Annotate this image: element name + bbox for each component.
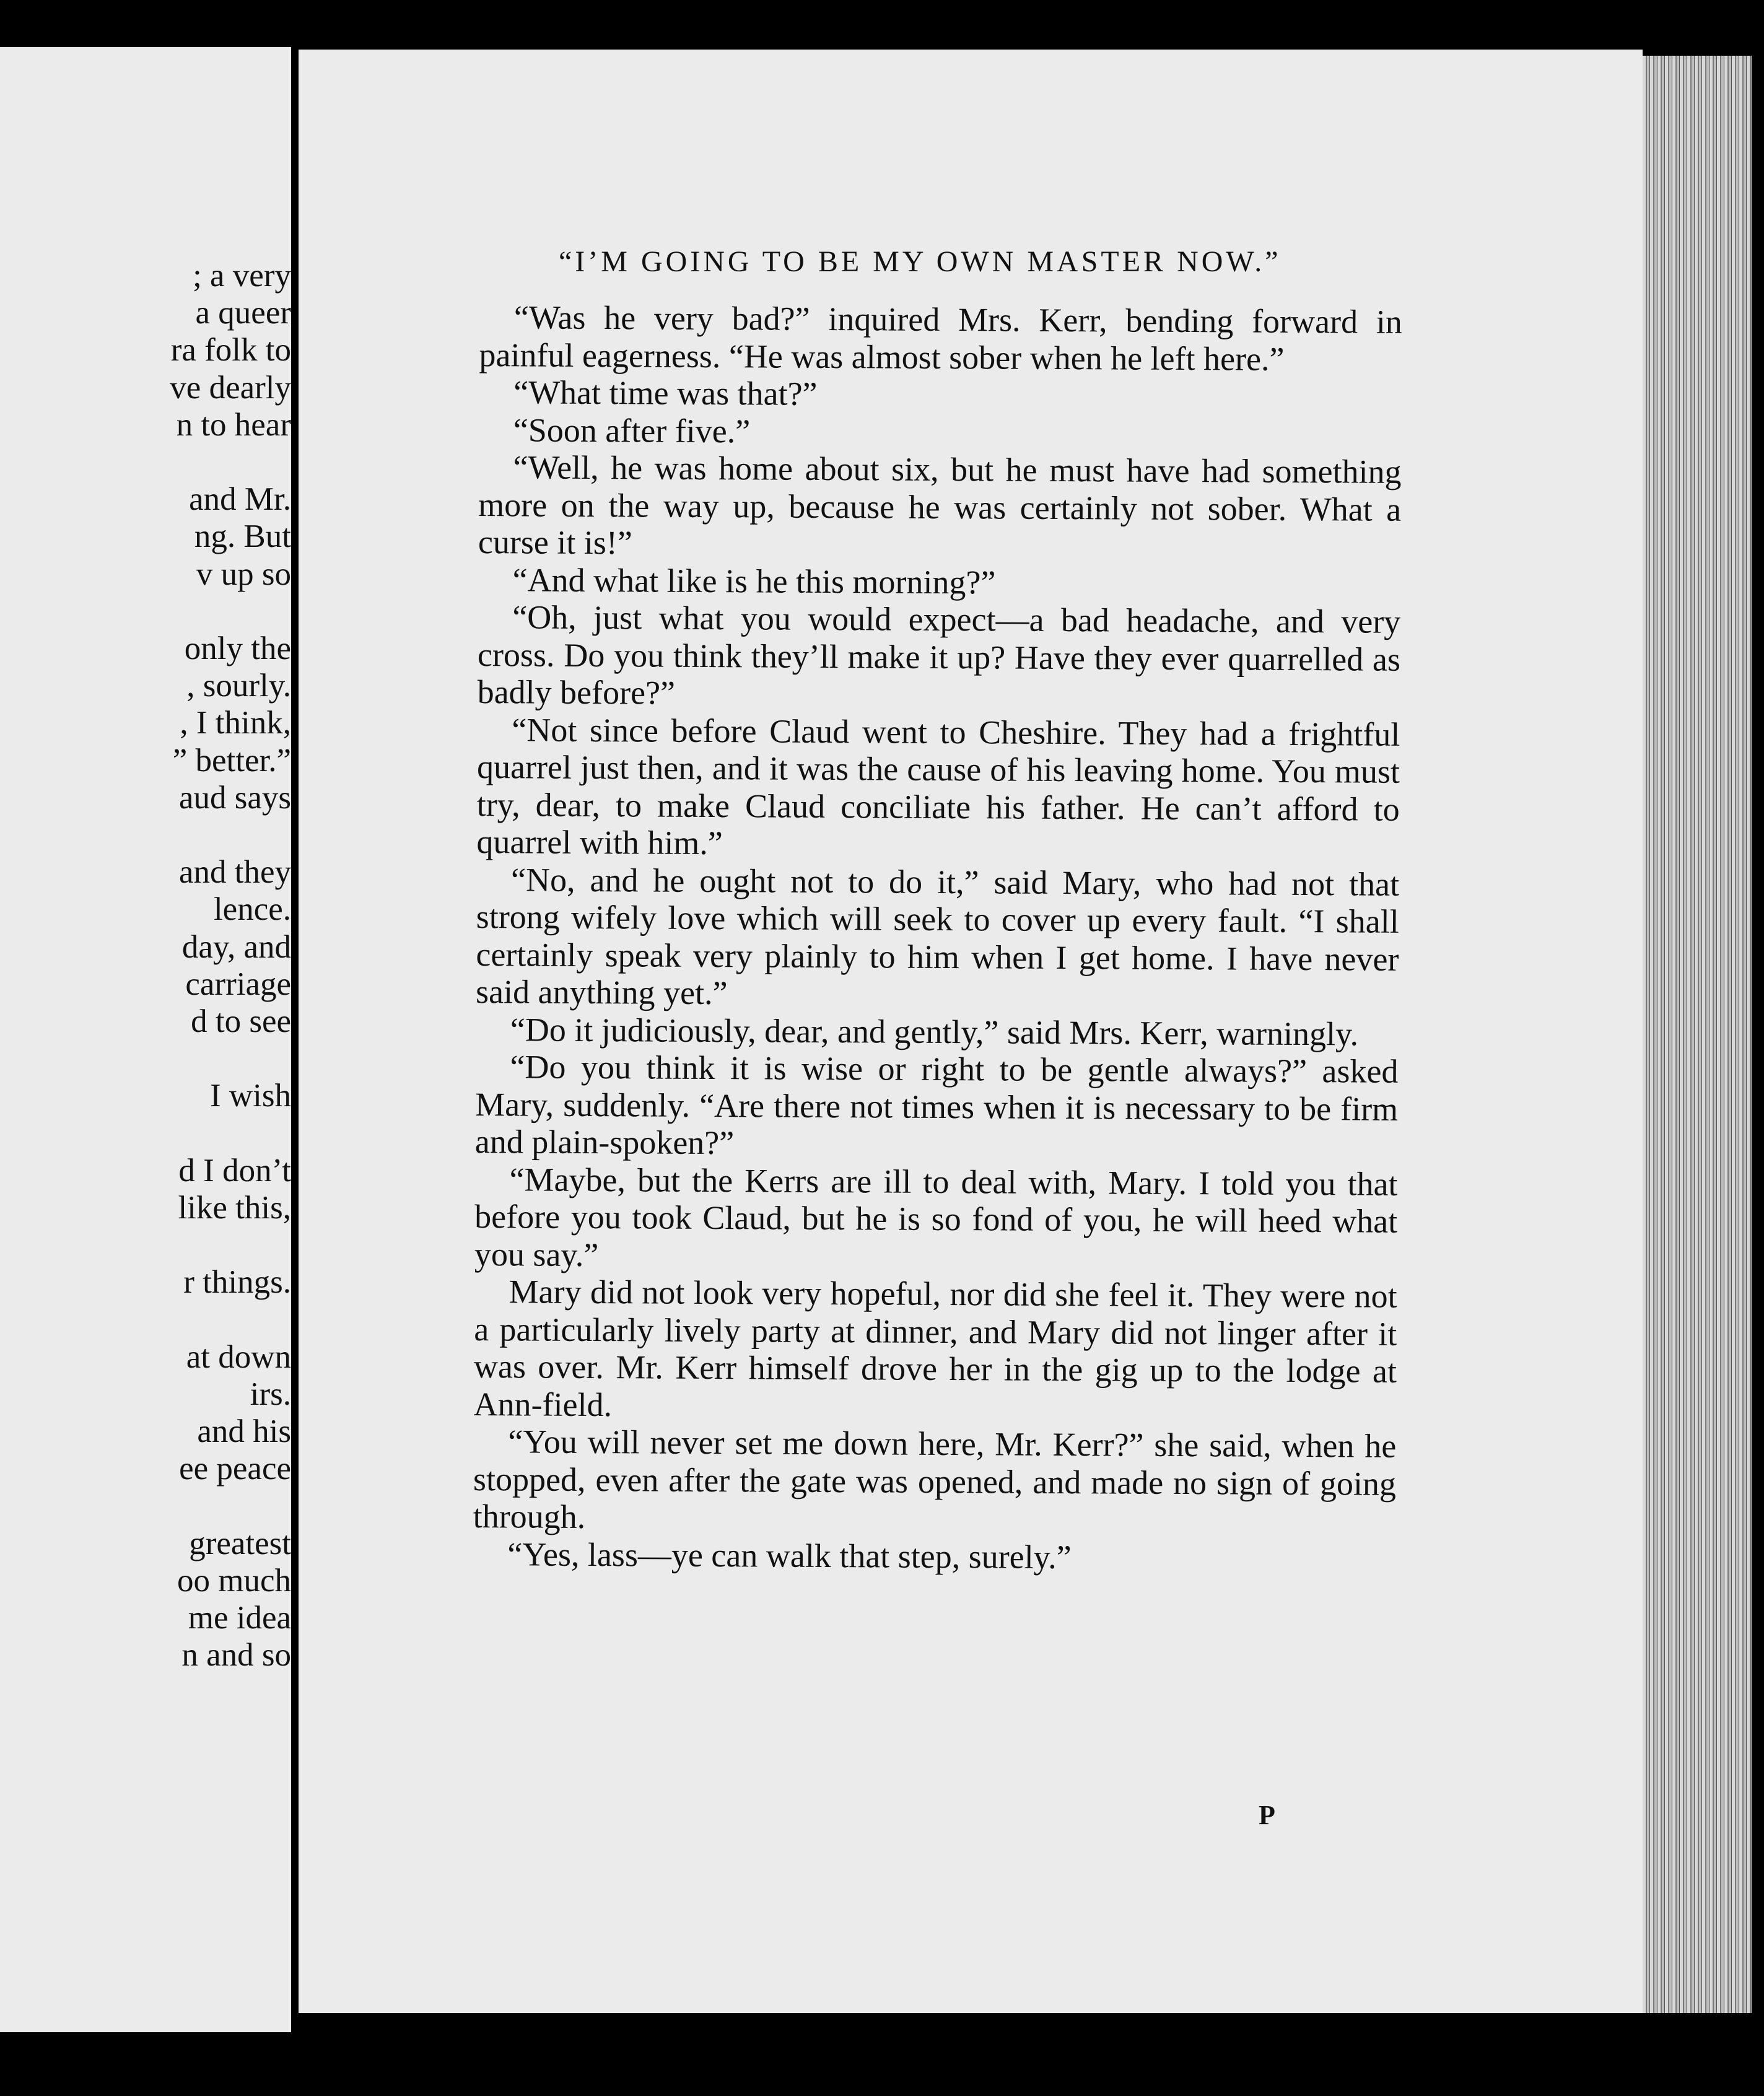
paragraph: “Do it judiciously, dear, and gently,” said Mrs. Kerr, warningly. [510, 1010, 1359, 1052]
facing-page-line: ee peace [179, 1451, 291, 1487]
facing-page-line: and his [197, 1413, 291, 1450]
paragraph: “Yes, lass—ye can walk that step, surely.” [507, 1535, 1072, 1576]
paragraph: “Soon after five.” [513, 411, 751, 450]
facing-page-line: v up so [196, 556, 291, 592]
paragraph: “And what like is he this morning?” [512, 561, 996, 601]
facing-page-line: r things. [183, 1264, 291, 1301]
facing-page-line: I wish [209, 1078, 291, 1114]
paragraph: “You will never set me down here, Mr. Kerr?” she said, when he stopped, even after the gate was opened, and made no sign of going through. [473, 1423, 1397, 1535]
facing-page-line: d to see [191, 1003, 291, 1039]
signature-mark: P [1259, 1800, 1275, 1830]
facing-page [0, 47, 291, 2032]
facing-page-line: aud says [178, 779, 291, 816]
paragraph: “Not since before Claud went to Cheshire. They had a frightful quarrel just then, and it was the cause of his leaving home. You must try, dear, to make Claud conciliate his father. He can’t afford to quarrel with him.” [476, 710, 1400, 862]
facing-page-line: d I don’t [178, 1152, 291, 1189]
paragraph: Mary did not look very hopeful, nor did she feel it. They were not a particularly lively party at dinner, and Mary did not linger after it was over. Mr. Kerr himself drove her in the gig up to the lodge at Ann-field. [473, 1273, 1397, 1423]
facing-page-line: and Mr. [189, 481, 291, 518]
facing-page-line: ve dearly [170, 369, 291, 406]
facing-page-line: lence. [213, 891, 291, 928]
facing-page-line: irs. [250, 1376, 291, 1412]
chapter-title: “I’M GOING TO BE MY OWN MASTER NOW.” [559, 245, 1282, 278]
book-page [299, 50, 1643, 2013]
paragraph: “Was he very bad?” inquired Mrs. Kerr, bending forward in painful eagerness. “He was almost sober when he left here.” [479, 299, 1402, 378]
facing-page-line: ” better.” [172, 742, 291, 779]
paragraph: “Maybe, but the Kerrs are ill to deal with, Mary. I told you that before you took Claud, but he is so fond of you, he will heed what you say.” [474, 1160, 1398, 1273]
facing-page-line: ra folk to [170, 332, 291, 369]
paragraph: “What time was that?” [513, 373, 818, 413]
facing-page-line: a queer [195, 295, 291, 331]
facing-page-line: ng. But [194, 518, 291, 555]
facing-page-line: oo much [177, 1563, 291, 1599]
facing-page-line: at down [186, 1338, 291, 1375]
facing-page-line: day, and [181, 928, 291, 965]
facing-page-line: n to hear [176, 406, 291, 443]
facing-page-line: ; a very [193, 258, 291, 294]
body-text [473, 299, 1402, 1578]
facing-page-line: , I think, [180, 705, 291, 741]
facing-page-line: like this, [178, 1190, 291, 1226]
facing-page-line: , sourly. [186, 668, 291, 704]
facing-page-line: n and so [181, 1637, 291, 1674]
paragraph: “Oh, just what you would expect—a bad headache, and very cross. Do you think they’ll make it up? Have they ever quarrelled as badly before?” [477, 598, 1401, 712]
facing-page-line: and they [178, 854, 291, 891]
paragraph: “No, and he ought not to do it,” said Mary, who had not that strong wifely love which will seek to cover up every fault. “I shall certainly speak very plainly to him when I get home. I have never said anything yet.” [475, 860, 1400, 1012]
paragraph: “Well, he was home about six, but he must have had something more on the way up, because he was certainly not sober. What a curse it is!” [478, 448, 1402, 562]
page-edges [1643, 56, 1752, 2013]
facing-page-line: only the [184, 631, 291, 666]
facing-page-line: me idea [188, 1600, 291, 1636]
facing-page-line: carriage [185, 966, 291, 1002]
facing-page-line: greatest [189, 1525, 291, 1561]
paragraph: “Do you think it is wise or right to be gentle always?” asked Mary, suddenly. “Are there not times when it is necessary to be firm and plain-spoken?” [474, 1048, 1399, 1162]
